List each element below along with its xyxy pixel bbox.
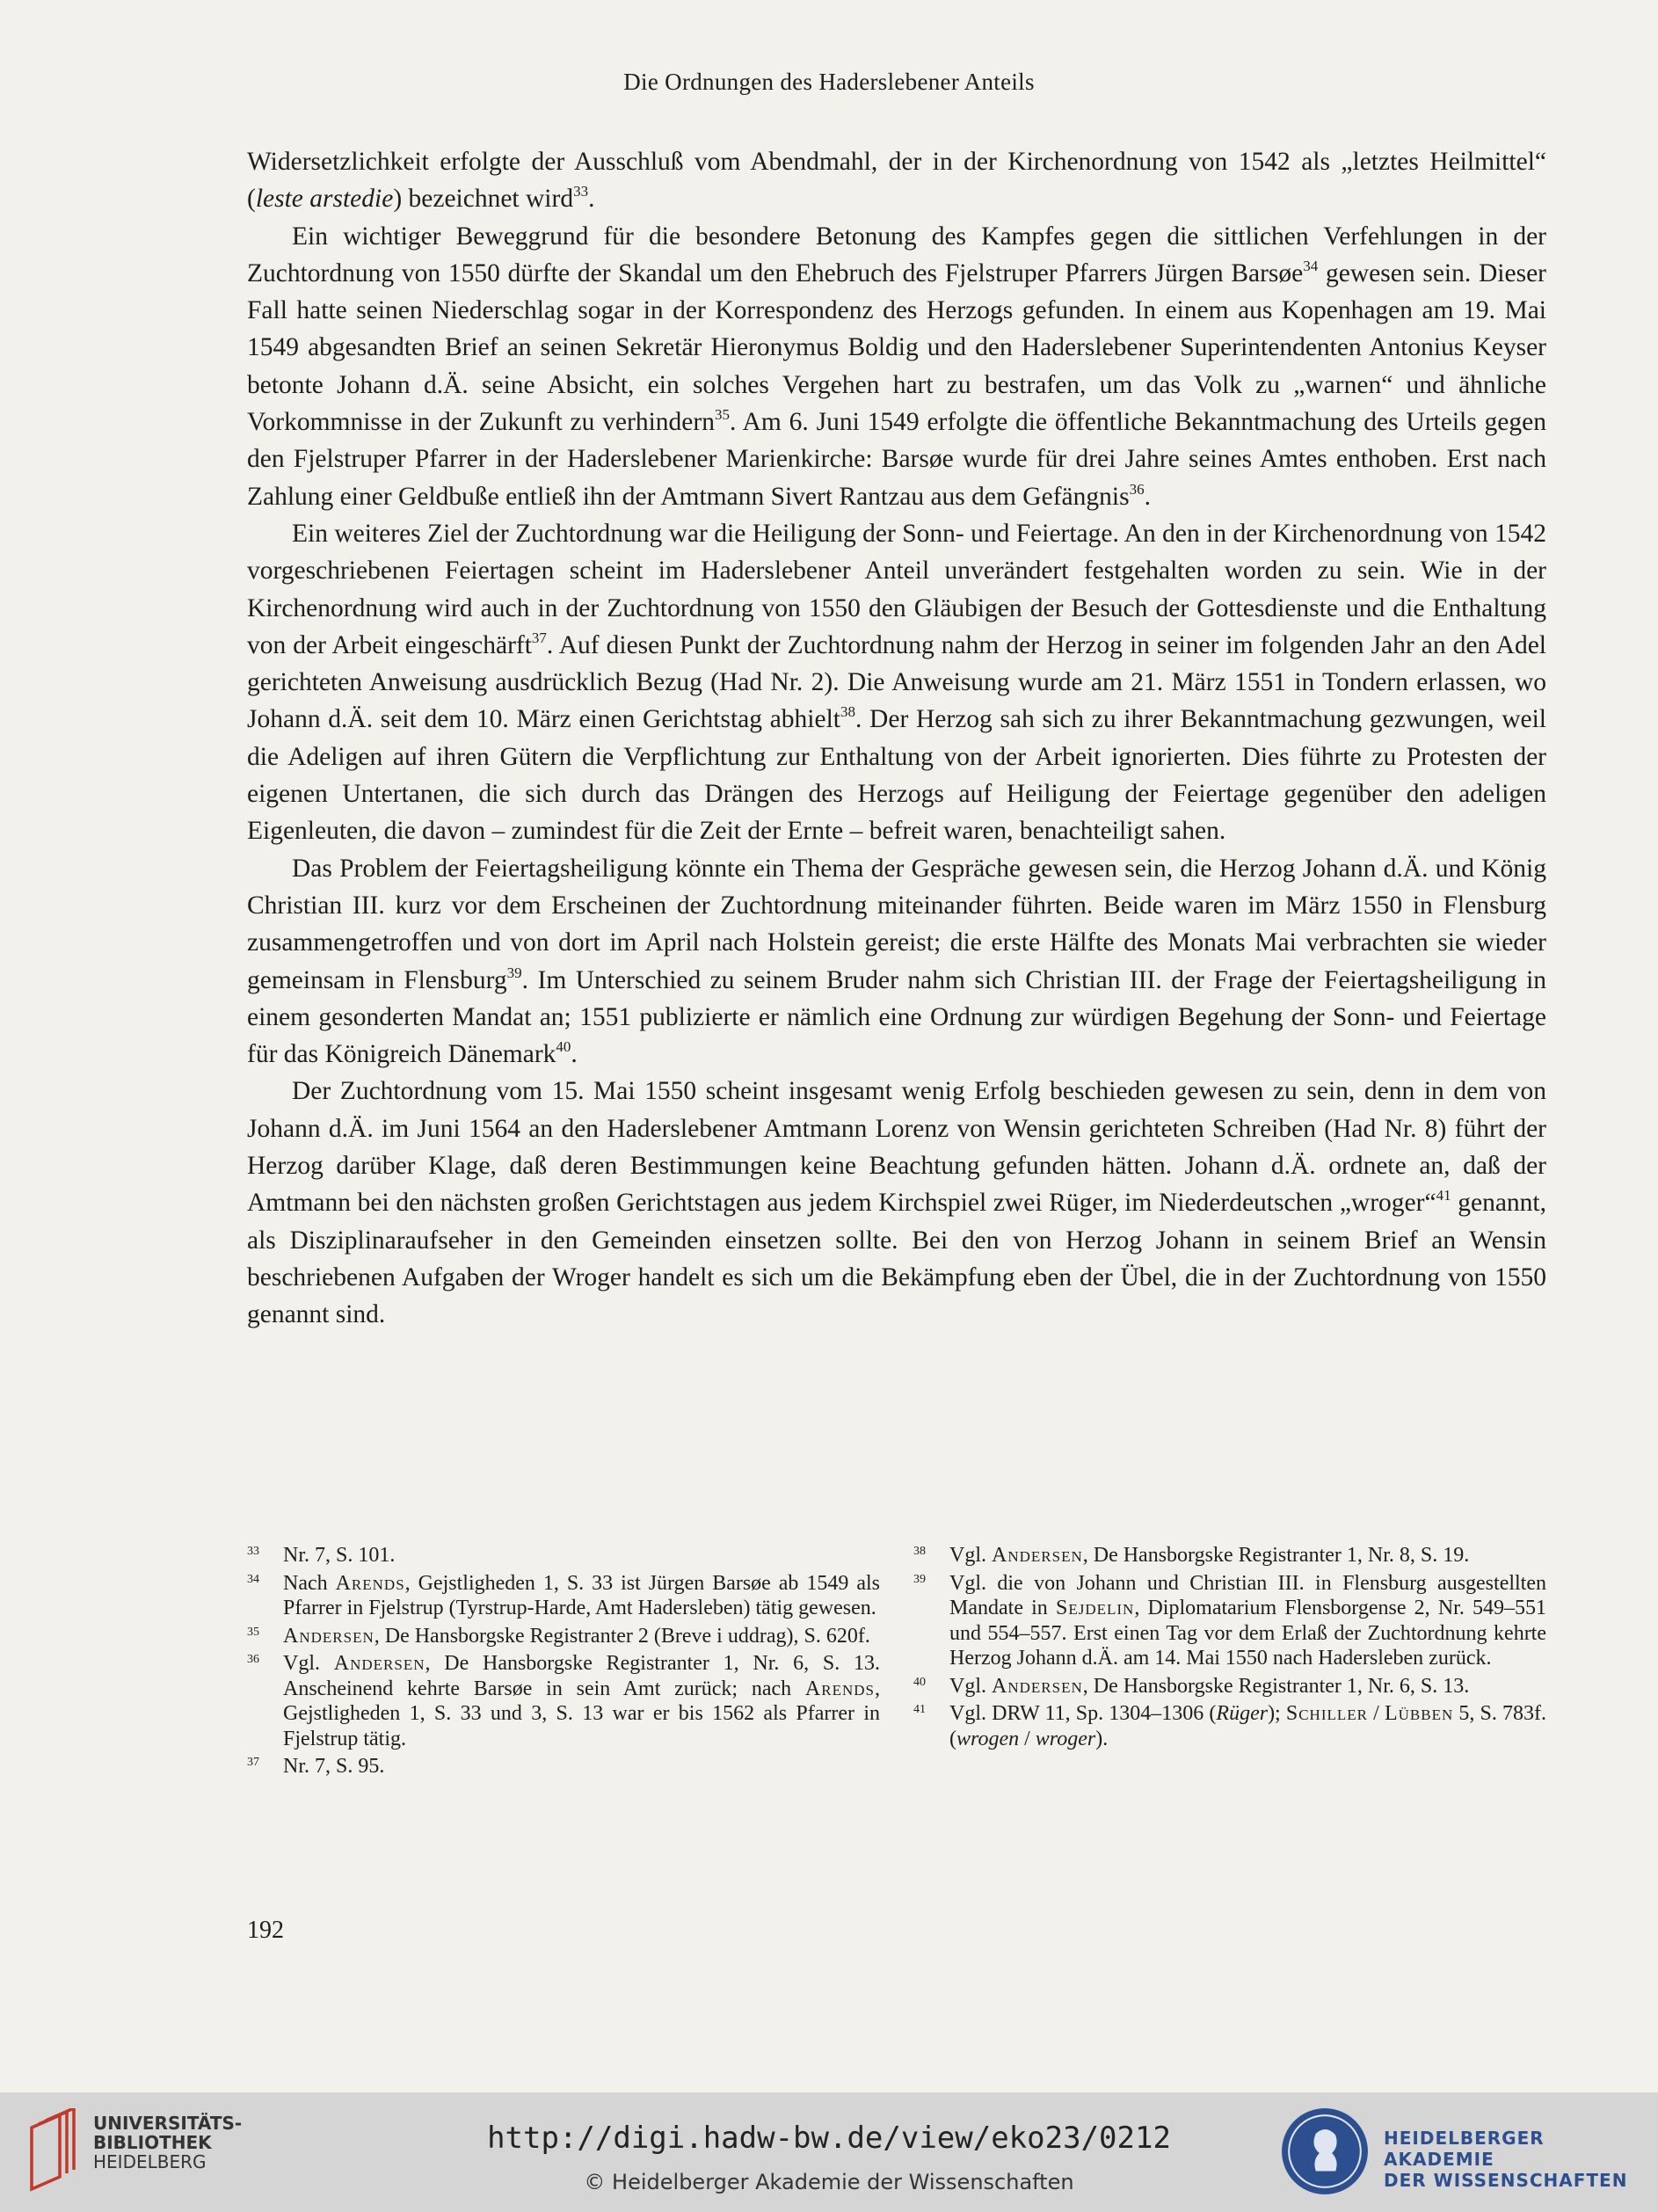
italic-term: wrogen <box>956 1727 1020 1750</box>
text-run: Vgl. <box>283 1652 334 1675</box>
footnote-ref: 36 <box>1129 480 1145 498</box>
academy-line-1: HEIDELBERGER AKADEMIE <box>1384 2128 1545 2170</box>
text-run: , Gejstligheden 1, S. 33 und 3, S. 13 war er bis 1562 als Pfarrer in Fjelstrup tätig. <box>283 1677 880 1750</box>
author-name: Schiller <box>1285 1702 1368 1725</box>
text-run: . Am 6. Juni 1549 erfolgte die öffentliche Bekanntmachung des Urteils gegen den Fjelstruper Pfarrer in der Haderslebener Marienkirche: Barsøe wurde für drei Jahre seines Amtes enthoben. Erst nach Zahlung einer Geldbuße entließ ihn der Amtmann Sivert Rantzau aus dem Gefängnis <box>247 408 1546 511</box>
footnote-38 <box>913 1543 1546 1568</box>
footnote-ref: 35 <box>714 406 730 424</box>
text-run: Der Zuchtordnung vom 15. Mai 1550 scheint insgesamt wenig Erfolg beschieden gewesen zu sein, denn in dem von Johann d.Ä. im Juni 1564 an den Haderslebener Amtmann Lorenz von Wensin gerichteten Schreiben (Had Nr. 8) führt der Herzog darüber Klage, daß deren Bestimmungen keine Beachtung gefunden hätten. Johann d.Ä. ordnete an, daß der Amtmann bei den nächsten großen Gerichtstagen aus jedem Kirchspiel zwei Rüger, im Niederdeutschen „wroger“ <box>247 1077 1546 1218</box>
permalink-url[interactable]: http://digi.hadw-bw.de/view/eko23/0212 <box>487 2121 1171 2156</box>
author-name: Andersen <box>992 1544 1083 1567</box>
footnote-number: 39 <box>913 1572 926 1586</box>
footnote-text <box>283 1571 880 1621</box>
text-run: . Auf diesen Punkt der Zuchtordnung nahm der Herzog in seiner im folgenden Jahr an den Adel gerichteten Anweisung ausdrücklich Bezug (Had Nr. 2). Die Anweisung wurde am 21. März 1551 in Tondern erlassen, wo Johann d.Ä. seit dem 10. März einen Gerichtstag abhielt <box>247 630 1546 734</box>
footnote-text <box>283 1543 880 1568</box>
text-run: gewesen sein. Dieser Fall hatte seinen Niederschlag sogar in der Korrespondenz des Herzogs gefunden. In einem aus Kopenhagen am 19. Mai 1549 abgesandten Brief an seinen Sekretär Hieronymus Boldig und den Haderslebener Superintendenten Antonius Keyser betonte Johann d.Ä. seine Absicht, ein solches Vergehen hart zu bestrafen, um das Volk zu „warnen“ und ähnliche Vorkommnisse in der Zukunft zu verhindern <box>247 258 1546 437</box>
footnote-text <box>949 1543 1546 1568</box>
footnote-ref: 39 <box>506 964 522 981</box>
text-run: , De Hansborgske Registranter 1, Nr. 6, S. 13. <box>1082 1674 1470 1698</box>
text-run: Vgl. <box>949 1544 992 1567</box>
footnote-text <box>949 1674 1546 1699</box>
footnote-text <box>283 1651 880 1751</box>
footnote-number: 36 <box>247 1653 259 1666</box>
text-run: . <box>1144 482 1151 511</box>
author-name: Andersen <box>283 1624 375 1648</box>
footnote-ref: 41 <box>1436 1187 1451 1204</box>
text-run: ) bezeichnet wird <box>393 185 574 214</box>
text-run: , Diplomatarium Flensborgense 2, Nr. 549–551 und 554–557. Erst einen Tag vor dem Erlaß der Zuchtordnung kehrte Herzog Johann d.Ä. am 14. Mai 1550 nach Hadersleben zurück. <box>949 1597 1546 1670</box>
footnote-35 <box>247 1624 880 1649</box>
text-run: / <box>1368 1702 1385 1725</box>
text-run: Das Problem der Feiertagsheiligung könnte ein Thema der Gespräche gewesen sein, die Herzog Johann d.Ä. und König Christian III. kurz vor dem Erscheinen der Zuchtordnung miteinander führten. Beide waren im März 1550 in Flensburg zusammengetroffen und von dort im April nach Holstein gereist; die erste Hälfte des Monats Mai verbrachten sie wieder gemeinsam in Flensburg <box>247 854 1546 994</box>
footnote-text <box>283 1754 880 1779</box>
academy-seal-icon[interactable] <box>1280 2106 1370 2196</box>
ub-line-2: BIBLIOTHEK <box>93 2132 212 2153</box>
italic-term: Rüger <box>1216 1702 1269 1725</box>
footnote-number: 33 <box>247 1545 259 1558</box>
paragraph-5 <box>247 1073 1546 1333</box>
footnote-number: 34 <box>247 1572 259 1586</box>
text-run: ). <box>1095 1727 1109 1750</box>
text-run: Nr. 7, S. 95. <box>283 1755 385 1778</box>
footnote-number: 40 <box>913 1675 926 1689</box>
paragraph-4 <box>247 850 1546 1073</box>
author-name: Arends <box>804 1677 875 1700</box>
text-run: , Gejstligheden 1, S. 33 ist Jürgen Barsøe ab 1549 als Pfarrer in Fjelstrup (Tyrstrup-Harde, Amt Hadersleben) tätig gewesen. <box>283 1571 880 1619</box>
footnote-40 <box>913 1674 1546 1699</box>
footnote-number: 35 <box>247 1625 259 1639</box>
text-run: Vgl. die von Johann und Christian III. in Flensburg ausgestellten Mandate in <box>949 1571 1546 1619</box>
ub-line-3: HEIDELBERG <box>93 2151 207 2172</box>
footnote-39 <box>913 1571 1546 1671</box>
body-text <box>247 143 1546 1334</box>
footnote-ref: 34 <box>1303 257 1319 274</box>
paragraph-1 <box>247 143 1546 218</box>
footnote-text <box>283 1624 880 1649</box>
footnote-text <box>949 1571 1546 1671</box>
text-run: Widersetzlichkeit erfolgte der Ausschluß vom Abendmahl, der in der Kirchenordnung von 1542 als „letztes Heilmittel“ ( <box>247 148 1546 214</box>
footnote-36 <box>247 1651 880 1751</box>
text-run: , De Hansborgske Registranter 1, Nr. 8, S. 19. <box>1082 1544 1470 1567</box>
footnote-number: 37 <box>247 1756 259 1769</box>
italic-term: leste arstedie <box>255 185 394 214</box>
text-run: Nr. 7, S. 101. <box>283 1544 396 1567</box>
footnotes-right-column <box>913 1543 1546 1754</box>
footnote-number: 41 <box>913 1703 926 1716</box>
author-name: Lübben <box>1384 1702 1454 1725</box>
footnote-41 <box>913 1701 1546 1751</box>
text-run: ); <box>1268 1702 1286 1725</box>
text-run: Vgl. DRW 11, Sp. 1304–1306 ( <box>949 1702 1217 1725</box>
author-name: Andersen <box>333 1652 425 1675</box>
author-name: Sejdelin <box>1055 1597 1135 1619</box>
text-run: . <box>571 1040 578 1069</box>
text-run: Vgl. <box>949 1674 992 1698</box>
paragraph-2 <box>247 218 1546 515</box>
text-run: . Der Herzog sah sich zu ihrer Bekanntmachung gezwungen, weil die Adeligen auf ihren Gütern die Verpflichtung zur Enthaltung von der Arbeit ignorierten. Dies führte zu Protesten der eigenen Untertanen, die sich durch das Drängen des Herzogs auf Heiligung der Feiertage gegenüber den adeligen Eigenleuten, die davon – zumindest für die Zeit der Ernte – befreit waren, benachteiligt sahen. <box>247 705 1546 846</box>
text-run: . Im Unterschied zu seinem Bruder nahm sich Christian III. der Frage der Feiertagsheiligung in einem gesonderten Mandat an; 1551 publizierte er nämlich eine Ordnung zur würdigen Begehung der Sonn- und Feiertage für das Königreich Dänemark <box>247 965 1547 1069</box>
text-run: genannt, als Disziplinaraufseher in den Gemeinden einsetzen sollte. Bei den von Herzog Johann in seinem Brief an Wensin beschriebenen Aufgaben der Wroger handelt es sich um die Bekämpfung eben der Übel, die in der Zuchtordnung von 1550 genannt sind. <box>247 1189 1546 1329</box>
academy-line-2: DER WISSENSCHAFTEN <box>1384 2170 1628 2191</box>
text-run: Ein wichtiger Beweggrund für die besondere Betonung des Kampfes gegen die sittlichen Verfehlungen in der Zuchtordnung von 1550 dürfte der Skandal um den Ehebruch des Fjelstruper Pfarrers Jürgen Barsøe <box>247 222 1546 287</box>
text-run: , De Hansborgske Registranter 1, Nr. 6, S. 13. Anscheinend kehrte Barsøe in sein Amt zurück; nach <box>283 1652 881 1700</box>
author-name: Arends <box>335 1571 405 1595</box>
text-run: 5, S. 783f. ( <box>949 1702 1547 1750</box>
academy-name <box>1384 2128 1658 2191</box>
footnote-37 <box>247 1754 880 1779</box>
paragraph-3 <box>247 515 1546 850</box>
footnote-text <box>949 1701 1546 1751</box>
text-run: Ein weiteres Ziel der Zuchtordnung war die Heiligung der Sonn- und Feiertage. An den in der Kirchenordnung von 1542 vorgeschriebenen Feiertagen scheint im Haderslebener Anteil unverändert festgehalten worden zu sein. Wie in der Kirchenordnung wird auch in der Zuchtordnung von 1550 den Gläubigen der Besuch der Gottesdienste und die Enthaltung von der Arbeit eingeschärft <box>247 519 1546 659</box>
ub-line-1: UNIVERSITÄTS- <box>93 2113 243 2134</box>
copyright-notice: © Heidelberger Akademie der Wissenschaften <box>584 2170 1074 2194</box>
page-number: 192 <box>247 1917 284 1944</box>
footnote-number: 38 <box>913 1545 926 1558</box>
footnote-ref: 40 <box>556 1038 571 1056</box>
text-run: , De Hansborgske Registranter 2 (Breve i uddrag), S. 620f. <box>374 1624 870 1648</box>
footnotes-left-column <box>247 1543 880 1782</box>
author-name: Andersen <box>992 1674 1083 1698</box>
italic-term: wroger <box>1035 1727 1096 1750</box>
footnote-34 <box>247 1571 880 1621</box>
viewer-footer-bar <box>0 2092 1658 2212</box>
footnote-ref: 38 <box>840 703 855 721</box>
text-run: / <box>1019 1727 1036 1750</box>
footnote-ref: 33 <box>573 183 589 200</box>
running-head: Die Ordnungen des Haderslebener Anteils <box>623 69 1035 95</box>
footnote-ref: 37 <box>531 629 547 646</box>
text-run: Nach <box>283 1571 336 1595</box>
text-run: . <box>588 185 595 214</box>
footnote-33 <box>247 1543 880 1568</box>
